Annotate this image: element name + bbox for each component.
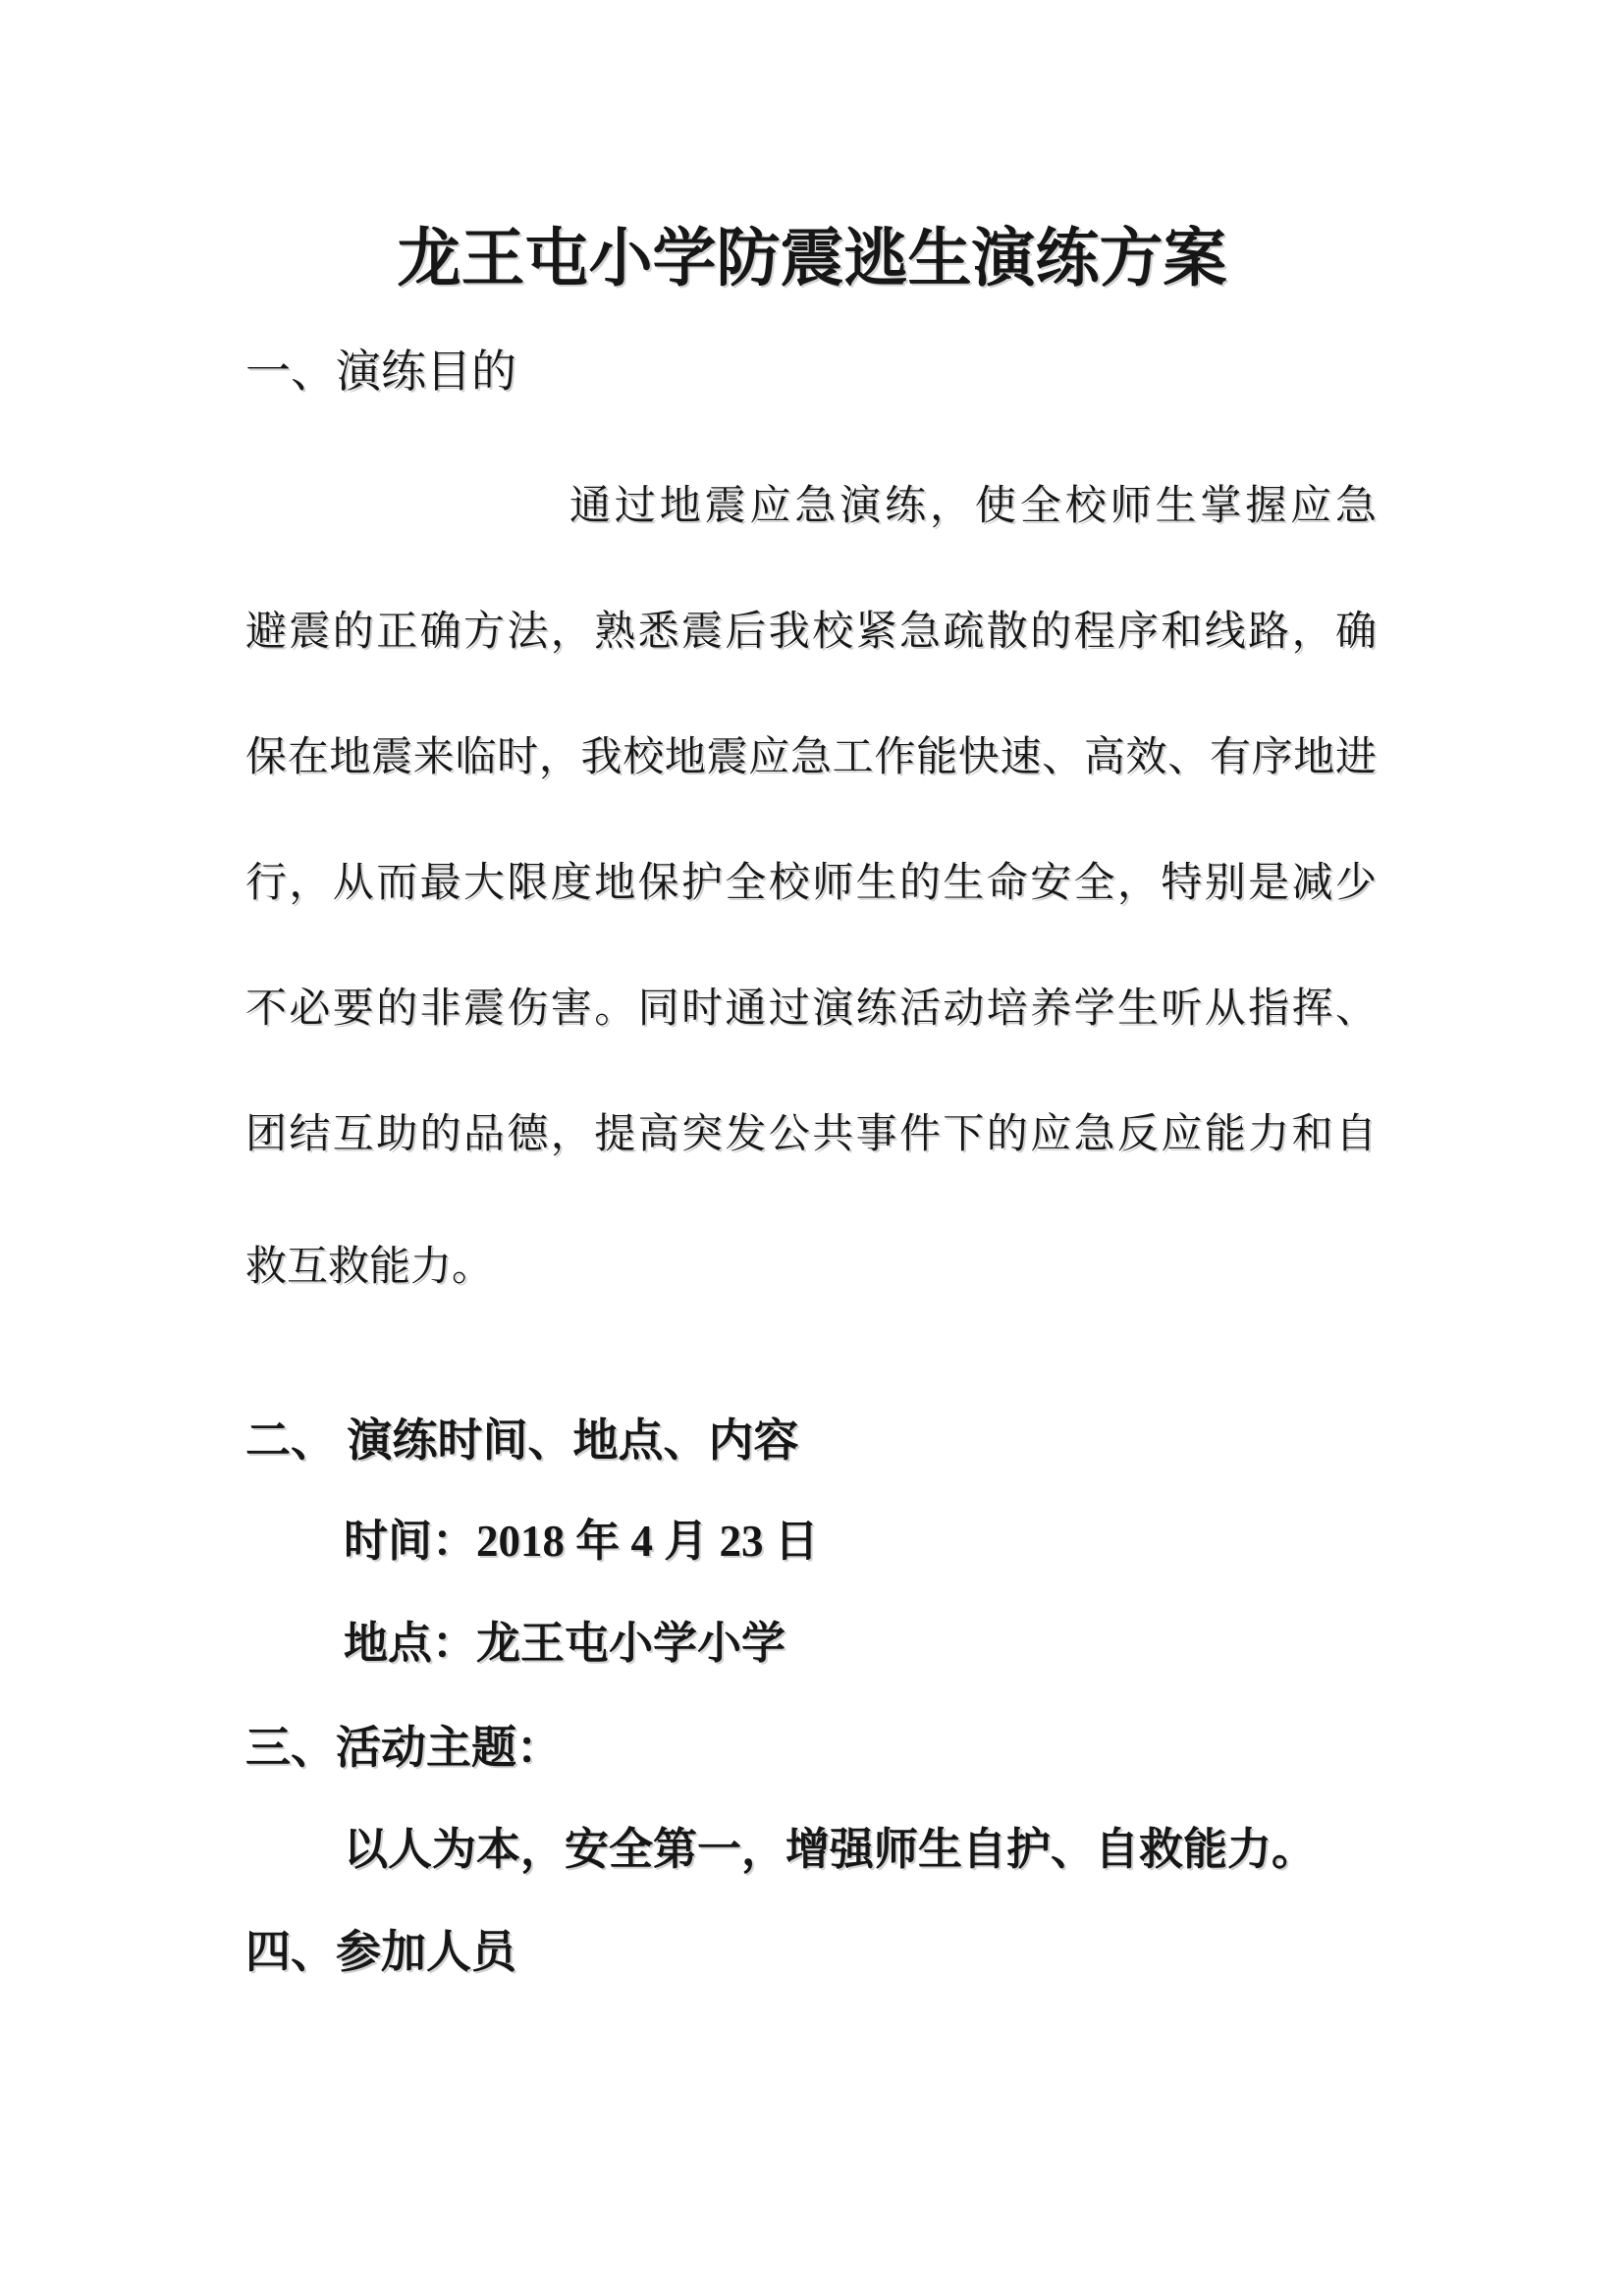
section-2-heading: 二、 演练时间、地点、内容 [245, 1415, 799, 1466]
section-3-heading: 三、活动主题： [245, 1723, 562, 1773]
purpose-paragraph-line-3: 保在地震来临时，我校地震应急工作能快速、高效、有序地进 [245, 735, 1377, 780]
purpose-paragraph-line-1: 通过地震应急演练，使全校师生掌握应急 [569, 484, 1377, 529]
drill-place-line: 地点：龙王屯小学小学 [344, 1619, 786, 1668]
activity-theme-line: 以人为本，安全第一，增强师生自护、自救能力。 [344, 1825, 1317, 1874]
purpose-paragraph-line-4: 行，从而最大限度地保护全校师生的生命安全，特别是减少 [245, 861, 1377, 906]
drill-time-line: 时间：2018 年 4 月 23 日 [344, 1517, 819, 1566]
section-1-heading: 一、演练目的 [245, 347, 516, 397]
purpose-paragraph-line-2: 避震的正确方法，熟悉震后我校紧急疏散的程序和线路，确 [245, 610, 1377, 655]
purpose-paragraph-line-5: 不必要的非震伤害。同时通过演练活动培养学生听从指挥、 [245, 987, 1377, 1032]
purpose-paragraph-line-6: 团结互助的品德，提高突发公共事件下的应急反应能力和自 [245, 1112, 1377, 1157]
purpose-paragraph-line-7: 救互救能力。 [245, 1245, 494, 1290]
section-4-heading: 四、参加人员 [245, 1927, 516, 1977]
document-title: 龙王屯小学防震逃生演练方案 [397, 224, 1227, 294]
